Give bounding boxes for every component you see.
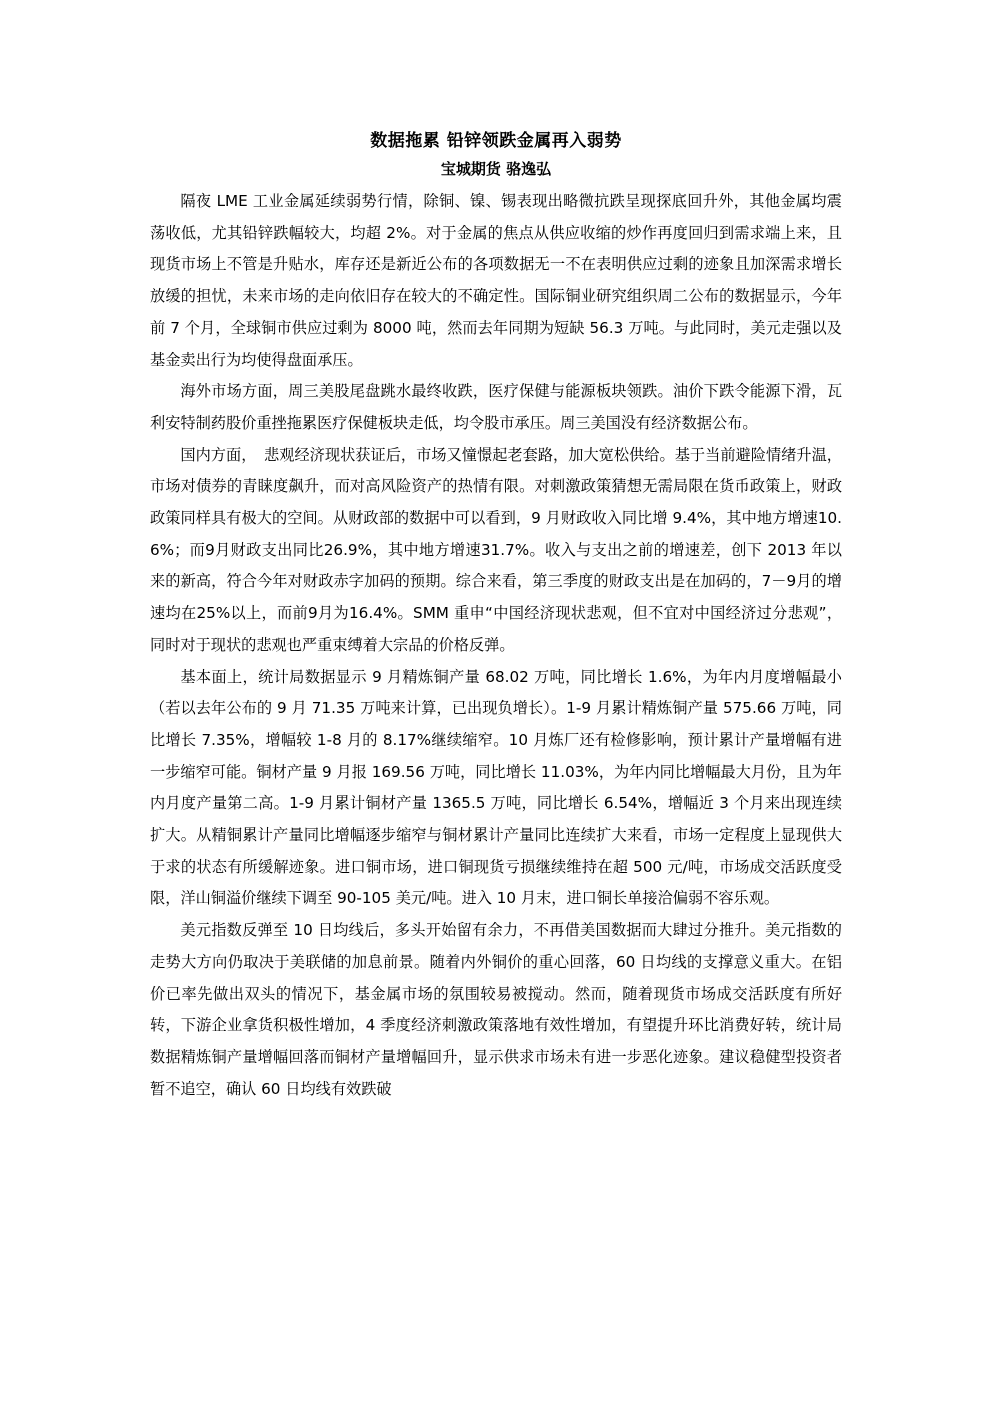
paragraph-fundamentals: 基本面上，统计局数据显示 9 月精炼铜产量 68.02 万吨，同比增长 1.6%，为年内月度增幅最小（若以去年公布的 9 月 71.35 万吨来计算，已出现负增长）。1-9 月累计精炼铜产量 575.66 万吨，同比增长 7.35%，增幅较 1-8 月的 8.17%继续缩窄。10 月炼厂还有检修影响，预计累计产量增幅有进一步缩窄可能。铜材产量 9 月报 169.56 万吨，同比增长 11.03%，为年内同比增幅最大月份，且为年内月度产量第二高。1-9 月累计铜材产量 1365.5 万吨，同比增长 6.54%，增幅近 3 个月来出现连续扩大。从精铜累计产量同比增幅逐步缩窄与铜材累计产量同比连续扩大来看，市场一定程度上显现供大于求的状态有所缓解迹象。进口铜市场，进口铜现货亏损继续维持在超 500 元/吨，市场成交活跃度受限，洋山铜溢价继续下调至 90-105 美元/吨。进入 10 月末，进口铜长单接洽偏弱不容乐观。 [150, 667, 842, 908]
paragraph-overseas-markets: 海外市场方面，周三美股尾盘跳水最终收跌，医疗保健与能源板块领跌。油价下跌令能源下滑，瓦利安特制药股价重挫拖累医疗保健板块走低，均令股市承压。周三美国没有经济数据公布。 [150, 382, 842, 432]
article-author: 宝城期货 骆逸弘 [440, 160, 552, 178]
article-title: 数据拖累 铅锌领跌金属再入弱势 [370, 131, 622, 151]
paragraph-domestic: 国内方面， 悲观经济现状获证后，市场又憧憬起老套路，加大宽松供给。基于当前避险情绪升温，市场对债券的青睐度飙升，而对高风险资产的热情有限。对刺激政策猜想无需局限在货币政策上，财政政策同样具有极大的空间。从财政部的数据中可以看到，9 月财政收入同比增 9.4%，其中地方增速10.6%；而9月财政支出同比26.9%，其中地方增速31.7%。收入与支出之前的增速差，创下 2013 年以来的新高，符合今年对财政赤字加码的预期。综合来看，第三季度的财政支出是在加码的，7－9月的增速均在25%以上，而前9月为16.4%。SMM 重申“中国经济现状悲观，但不宜对中国经济过分悲观”，同时对于现状的悲观也严重束缚着大宗品的价格反弹。 [150, 445, 842, 654]
article [150, 128, 842, 1105]
paragraph-overseas-metals: 隔夜 LME 工业金属延续弱势行情，除铜、镍、锡表现出略微抗跌呈现探底回升外，其他金属均震荡收低，尤其铅锌跌幅较大，均超 2%。对于金属的焦点从供应收缩的炒作再度回归到需求端上来，且现货市场上不管是升贴水，库存还是新近公布的各项数据无一不在表明供应过剩的迹象且加深需求增长放缓的担忧，未来市场的走向依旧存在较大的不确定性。国际铜业研究组织周二公布的数据显示，今年前 7 个月，全球铜市供应过剩为 8000 吨，然而去年同期为短缺 56.3 万吨。与此同时，美元走强以及基金卖出行为均使得盘面承压。 [150, 192, 842, 369]
paragraph-outlook: 美元指数反弹至 10 日均线后，多头开始留有余力，不再借美国数据而大肆过分推升。美元指数的走势大方向仍取决于美联储的加息前景。随着内外铜价的重心回落，60 日均线的支撑意义重大。在铝价已率先做出双头的情况下，基金属市场的氛围较易被搅动。然而，随着现货市场成交活跃度有所好转，下游企业拿货积极性增加，4 季度经济刺激政策落地有效性增加，有望提升环比消费好转，统计局数据精炼铜产量增幅回落而铜材产量增幅回升，显示供求市场未有进一步恶化迹象。建议稳健型投资者暂不追空，确认 60 日均线有效跌破 [150, 921, 842, 1098]
